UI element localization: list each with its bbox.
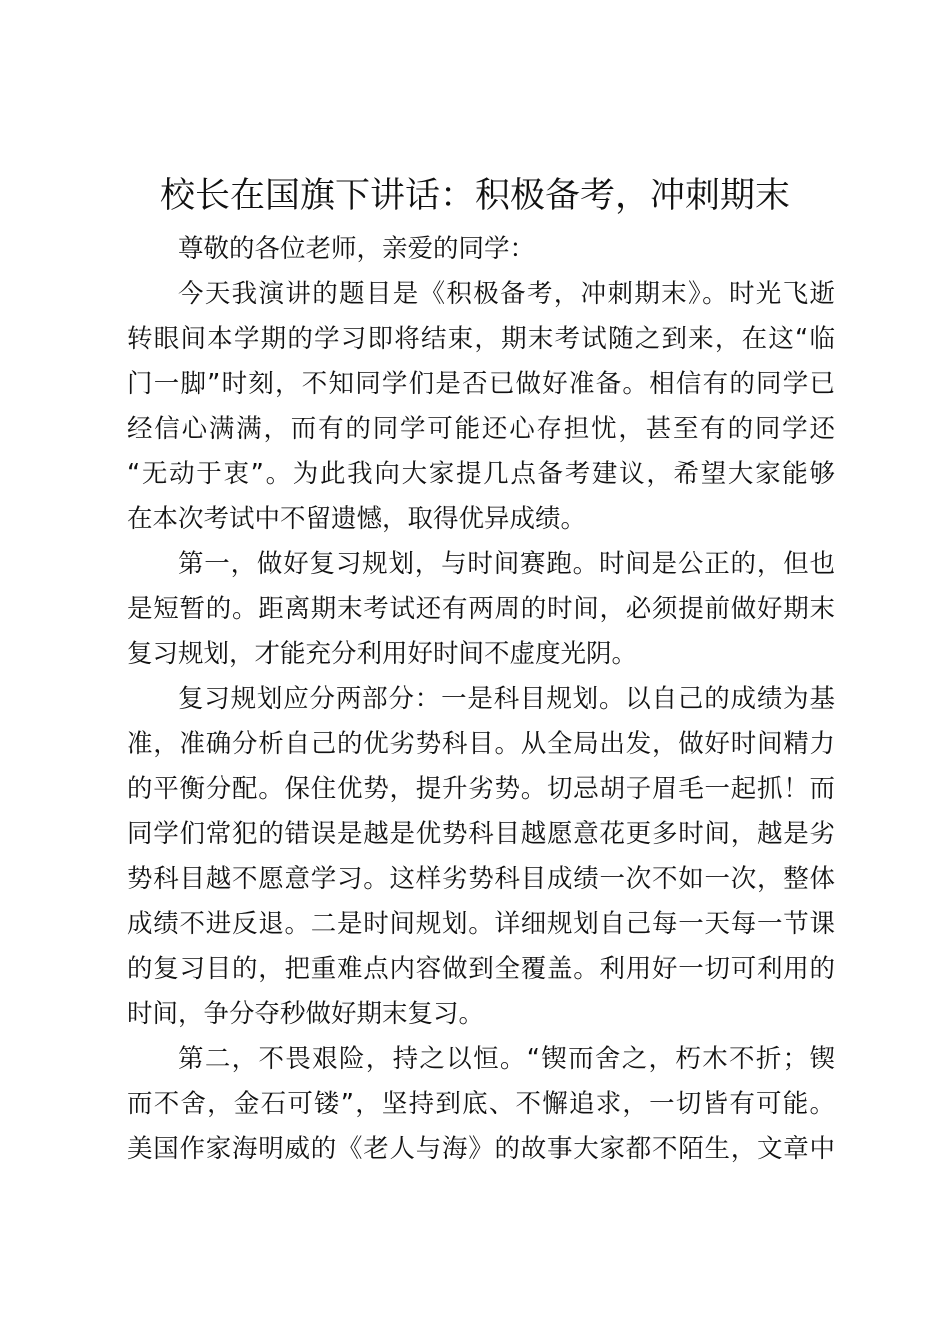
text-line: 的平衡分配。保住优势，提升劣势。切忌胡子眉毛一起抓！而 bbox=[127, 774, 835, 804]
text-line: “无动于衷”。为此我向大家提几点备考建议，希望大家能够 bbox=[127, 459, 835, 489]
text-line: 第一，做好复习规划，与时间赛跑。时间是公正的，但也 bbox=[178, 549, 835, 579]
text-line: 尊敬的各位老师，亲爱的同学： bbox=[178, 234, 536, 264]
text-line: 经信心满满，而有的同学可能还心存担忧，甚至有的同学还 bbox=[127, 414, 835, 444]
text-line: 门一脚”时刻，不知同学们是否已做好准备。相信有的同学已 bbox=[127, 369, 835, 399]
text-line: 在本次考试中不留遗憾，取得优异成绩。 bbox=[127, 504, 587, 534]
text-line: 成绩不进反退。二是时间规划。详细规划自己每一天每一节课 bbox=[127, 909, 835, 939]
text-line: 是短暂的。距离期末考试还有两周的时间，必须提前做好期末 bbox=[127, 594, 835, 624]
text-line: 准，准确分析自己的优劣势科目。从全局出发，做好时间精力 bbox=[127, 729, 835, 759]
text-line: 时间，争分夺秒做好期末复习。 bbox=[127, 999, 485, 1029]
text-line: 复习规划应分两部分：一是科目规划。以自己的成绩为基 bbox=[178, 684, 835, 714]
text-line: 同学们常犯的错误是越是优势科目越愿意花更多时间，越是劣 bbox=[127, 819, 835, 849]
text-line: 转眼间本学期的学习即将结束，期末考试随之到来，在这“临 bbox=[127, 324, 835, 354]
text-line: 而不舍，金石可镂”，坚持到底、不懈追求，一切皆有可能。 bbox=[127, 1089, 835, 1119]
text-line: 复习规划，才能充分利用好时间不虚度光阴。 bbox=[127, 639, 638, 669]
text-line: 的复习目的，把重难点内容做到全覆盖。利用好一切可利用的 bbox=[127, 954, 835, 984]
text-line: 今天我演讲的题目是《积极备考，冲刺期末》。时光飞逝 bbox=[178, 279, 835, 309]
text-line: 第二，不畏艰险，持之以恒。“锲而舍之，朽木不折；锲 bbox=[178, 1044, 835, 1074]
document-title: 校长在国旗下讲话：积极备考，冲刺期末 bbox=[159, 176, 790, 216]
text-line: 势科目越不愿意学习。这样劣势科目成绩一次不如一次，整体 bbox=[127, 864, 835, 894]
text-line: 美国作家海明威的《老人与海》的故事大家都不陌生，文章中 bbox=[127, 1134, 835, 1164]
document-body bbox=[127, 227, 835, 1172]
